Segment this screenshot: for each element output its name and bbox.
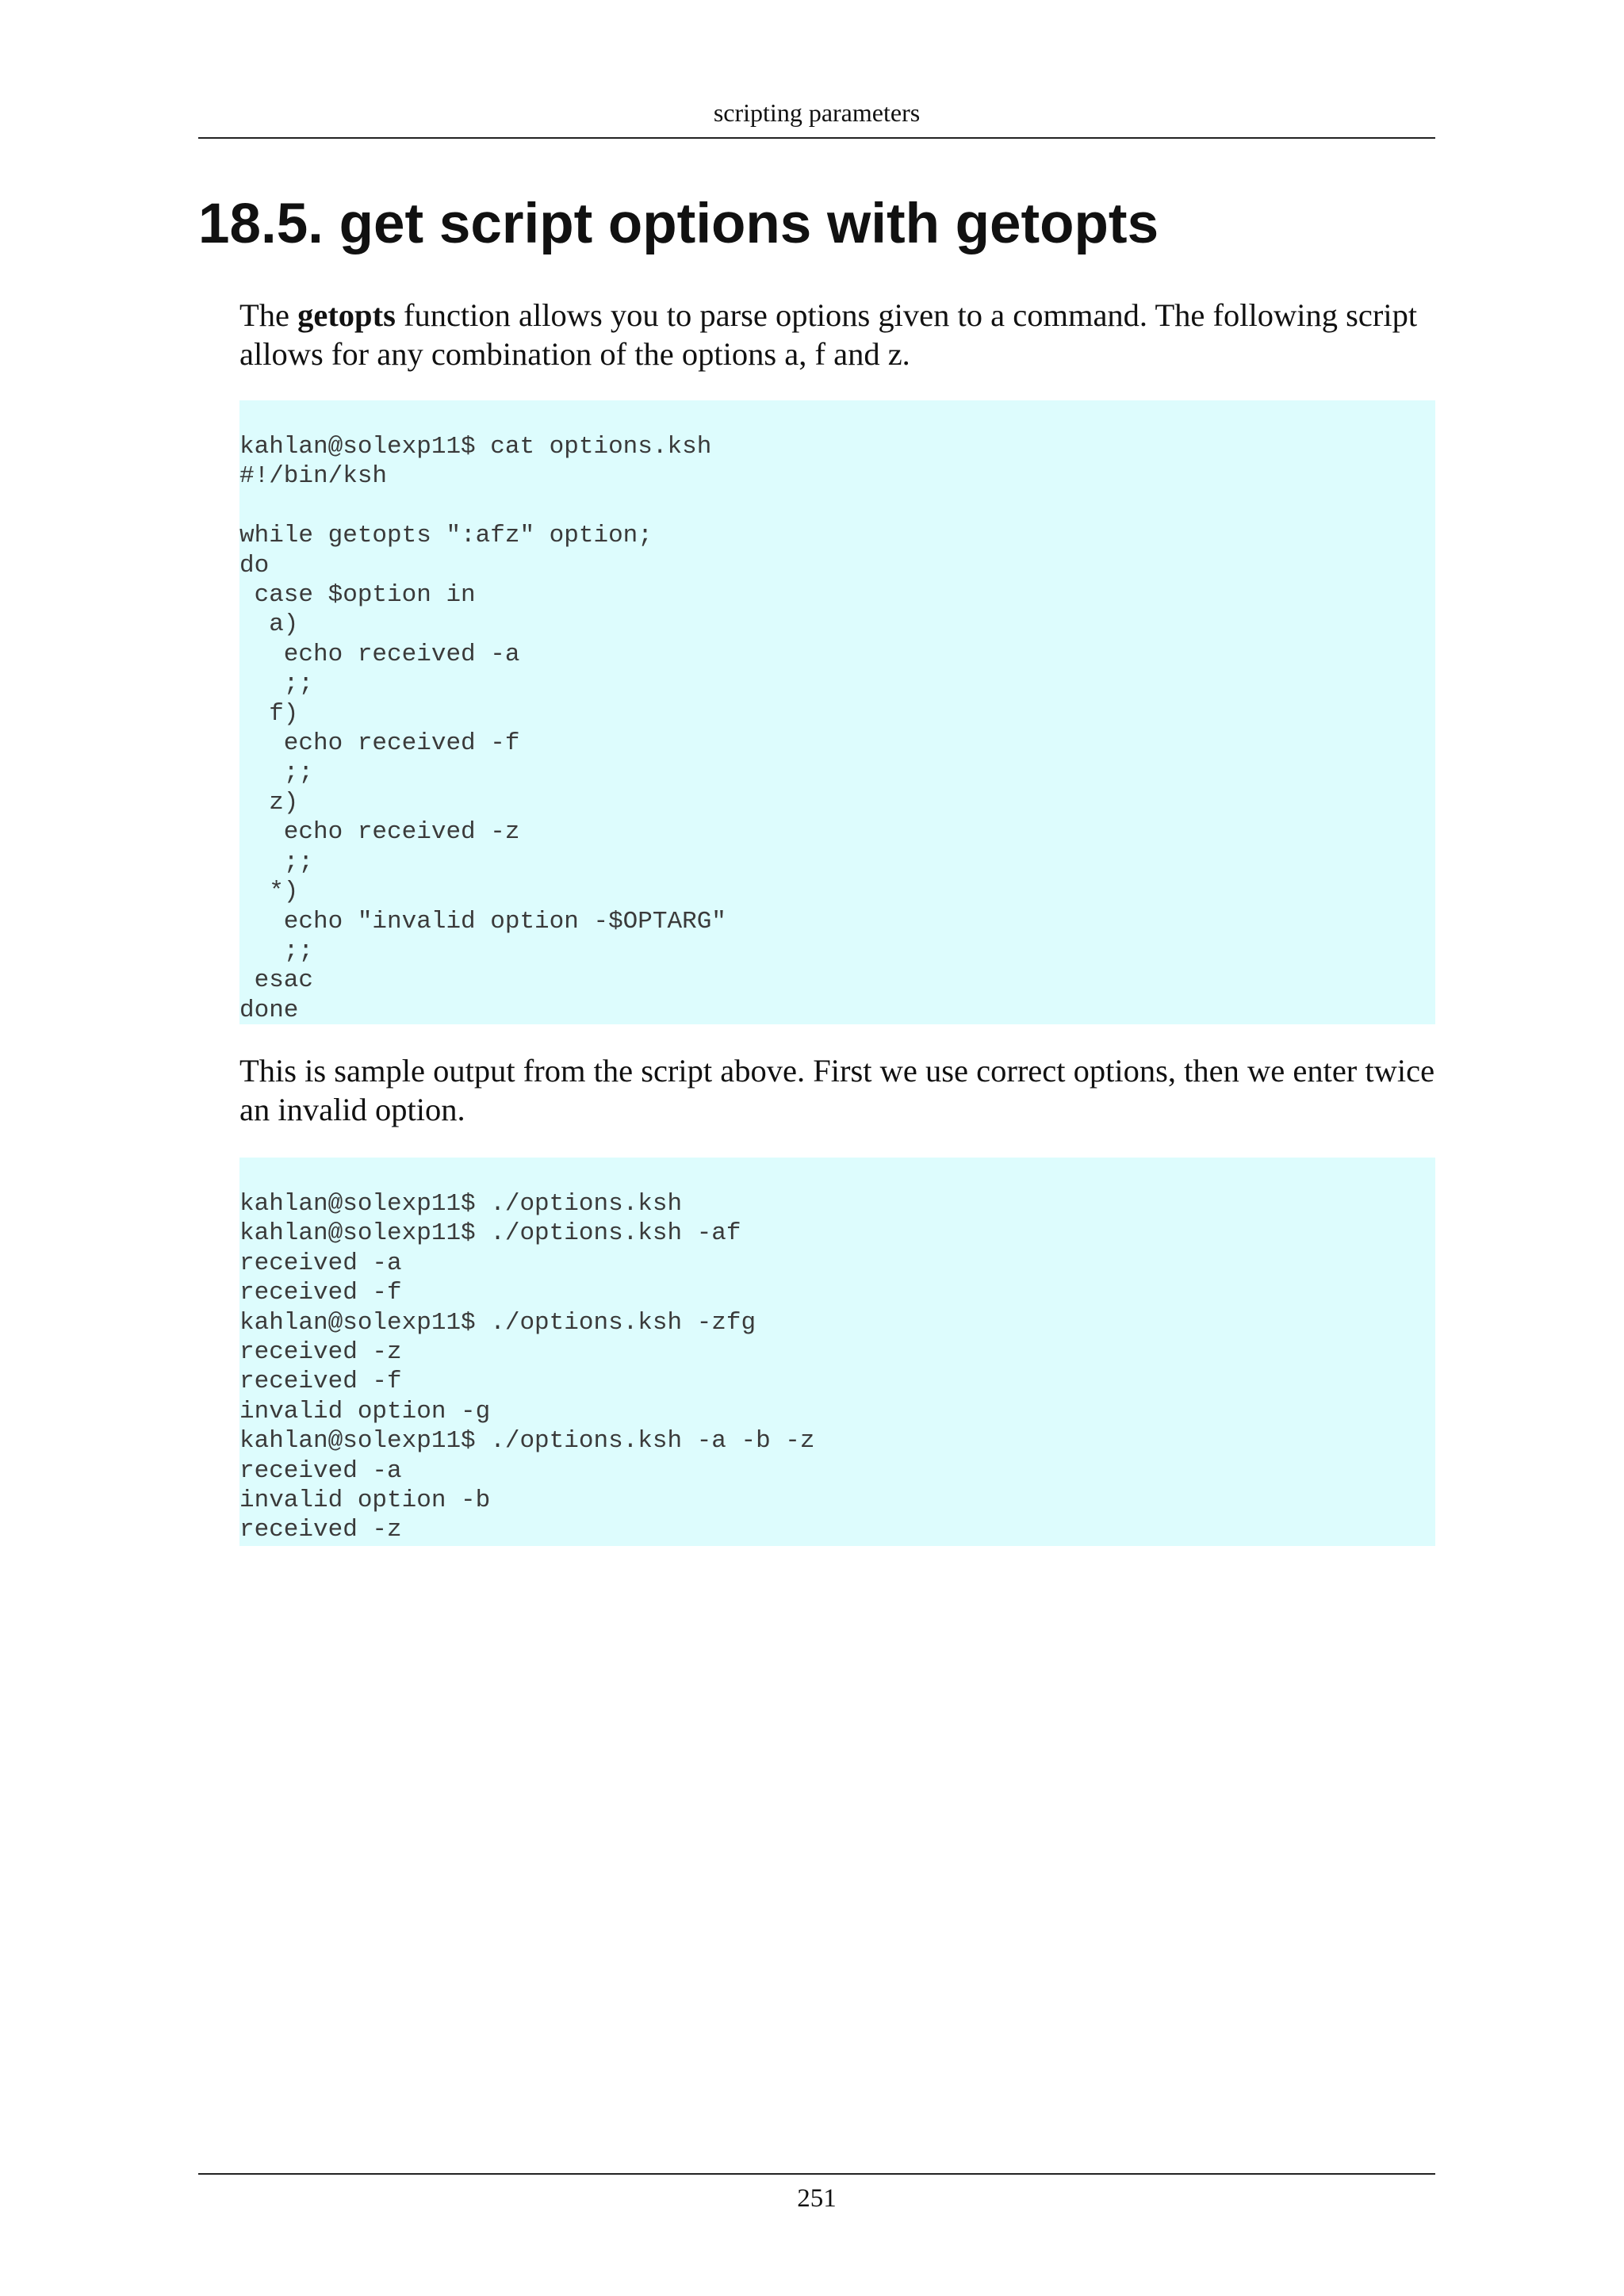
section-title: 18.5. get script options with getopts <box>198 193 1159 255</box>
intro-text-before: The <box>239 297 298 333</box>
output-intro-paragraph: This is sample output from the script above. First we use correct options, then we enter twice an invalid option. <box>239 1053 1435 1127</box>
running-header: scripting parameters <box>713 98 921 127</box>
getopts-term: getopts <box>297 297 396 333</box>
intro-paragraph <box>239 296 1453 373</box>
script-code-block: kahlan@solexp11$ cat options.ksh #!/bin/ksh while getopts ":afz" option; do case $option in a) echo received -a ;; f) echo received -f ;; z) echo received -z ;; *) echo "invalid option -$OPTARG" ;; esac done <box>239 400 1435 1024</box>
intro-text-after: function allows you to parse options given to a command. The following script allows for any combination of the options a, f and z. <box>239 297 1418 372</box>
footer-rule <box>198 2173 1435 2175</box>
output-code-block: kahlan@solexp11$ ./options.ksh kahlan@solexp11$ ./options.ksh -af received -a received -f kahlan@solexp11$ ./options.ksh -zfg received -z received -f invalid option -g kahlan@solexp11$ ./options.ksh -a -b -z received -a invalid option -b received -z <box>239 1158 1435 1546</box>
page-number: 251 <box>797 2184 837 2213</box>
header-rule <box>198 137 1435 139</box>
